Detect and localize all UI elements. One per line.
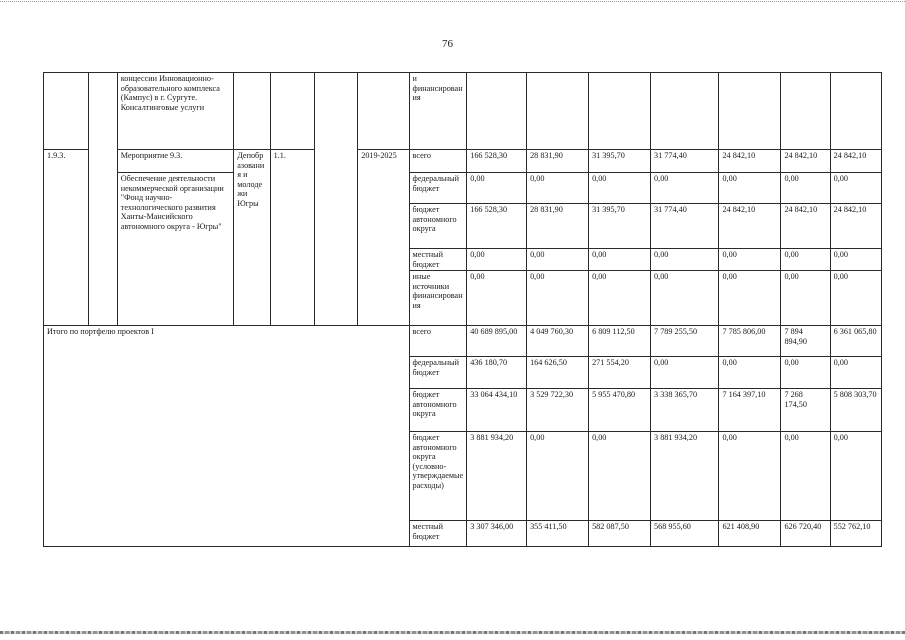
carry-goal-cell	[270, 73, 315, 150]
value-cell: 4 049 760,30	[527, 326, 589, 357]
value-cell: 0,00	[830, 271, 881, 326]
value-cell: 166 528,30	[467, 204, 527, 249]
value-cell: 0,00	[719, 173, 781, 204]
value-cell: 582 087,50	[589, 521, 651, 547]
value-cell: 0,00	[781, 432, 830, 521]
carry-source-cell: и финансирования	[409, 73, 467, 150]
value-cell: 24 842,10	[830, 150, 881, 173]
carry-value-cell	[651, 73, 719, 150]
value-cell: 0,00	[781, 271, 830, 326]
scan-top-edge	[0, 1, 905, 2]
value-cell: 24 842,10	[719, 204, 781, 249]
value-cell: 31 395,70	[589, 150, 651, 173]
value-cell: 0,00	[467, 249, 527, 271]
carry-period-cell	[358, 73, 409, 150]
source-cell: бюджет автономного округа (условно-утверждаемые расходы)	[409, 432, 467, 521]
value-cell: 0,00	[527, 271, 589, 326]
value-cell: 5 955 470,80	[589, 389, 651, 432]
value-cell: 7 785 806,00	[719, 326, 781, 357]
value-cell: 0,00	[527, 249, 589, 271]
activity-row	[44, 173, 882, 204]
value-cell: 164 626,50	[527, 357, 589, 389]
source-cell: федеральный бюджет	[409, 173, 467, 204]
activity-period: 2019-2025	[358, 150, 409, 326]
value-cell: 0,00	[781, 357, 830, 389]
total-label: Итого по портфелю проектов I	[44, 326, 410, 547]
value-cell: 7 164 397,10	[719, 389, 781, 432]
carry-blank-cell	[88, 73, 117, 326]
carry-value-cell	[467, 73, 527, 150]
value-cell: 24 842,10	[781, 150, 830, 173]
value-cell: 24 842,10	[719, 150, 781, 173]
value-cell: 271 554,20	[589, 357, 651, 389]
value-cell: 0,00	[719, 357, 781, 389]
value-cell: 6 361 065,80	[830, 326, 881, 357]
activity-description: Обеспечение деятельности некоммерческой организации "Фонд научно-технологического развития Ханты-Мансийского автономного округа - Югры"	[117, 173, 234, 326]
value-cell: 0,00	[830, 249, 881, 271]
source-cell: местный бюджет	[409, 249, 467, 271]
value-cell: 552 762,10	[830, 521, 881, 547]
carry-executor-cell	[234, 73, 270, 150]
funding-table	[43, 72, 882, 547]
value-cell: 626 720,40	[781, 521, 830, 547]
value-cell: 436 180,70	[467, 357, 527, 389]
carry-value-cell	[781, 73, 830, 150]
value-cell: 7 789 255,50	[651, 326, 719, 357]
activity-title: Мероприятие 9.3.	[117, 150, 234, 173]
value-cell: 0,00	[527, 173, 589, 204]
value-cell: 0,00	[719, 271, 781, 326]
value-cell: 24 842,10	[830, 204, 881, 249]
value-cell: 0,00	[651, 249, 719, 271]
value-cell: 0,00	[589, 173, 651, 204]
value-cell: 355 411,50	[527, 521, 589, 547]
value-cell: 0,00	[467, 271, 527, 326]
value-cell: 40 689 895,00	[467, 326, 527, 357]
value-cell: 0,00	[830, 432, 881, 521]
value-cell: 28 831,90	[527, 150, 589, 173]
value-cell: 24 842,10	[781, 204, 830, 249]
value-cell: 6 809 112,50	[589, 326, 651, 357]
carry-over-row	[44, 73, 882, 150]
value-cell: 7 268 174,50	[781, 389, 830, 432]
source-cell: федеральный бюджет	[409, 357, 467, 389]
carry-value-cell	[719, 73, 781, 150]
value-cell: 31 774,40	[651, 150, 719, 173]
source-cell: иные источники финансирования	[409, 271, 467, 326]
carry-blank-cell-2	[315, 73, 358, 326]
activity-executor: Депобразования и молодежи Югры	[234, 150, 270, 326]
carry-name-cell: концессии Инновационно-образовательного комплекса (Кампус) в г. Сургуте. Консалтинговые услуги	[117, 73, 234, 150]
carry-value-cell	[527, 73, 589, 150]
activity-row	[44, 150, 882, 173]
source-cell: местный бюджет	[409, 521, 467, 547]
value-cell: 0,00	[719, 249, 781, 271]
value-cell: 5 808 303,70	[830, 389, 881, 432]
total-row	[44, 326, 882, 357]
value-cell: 3 881 934,20	[467, 432, 527, 521]
value-cell: 0,00	[830, 173, 881, 204]
value-cell: 568 955,60	[651, 521, 719, 547]
source-cell: бюджет автономного округа	[409, 204, 467, 249]
carry-value-cell	[589, 73, 651, 150]
value-cell: 3 529 722,30	[527, 389, 589, 432]
value-cell: 0,00	[589, 432, 651, 521]
value-cell: 7 894 894,90	[781, 326, 830, 357]
carry-value-cell	[830, 73, 881, 150]
value-cell: 166 528,30	[467, 150, 527, 173]
value-cell: 0,00	[467, 173, 527, 204]
value-cell: 0,00	[830, 357, 881, 389]
scan-bottom-edge	[0, 631, 905, 634]
value-cell: 33 064 434,10	[467, 389, 527, 432]
value-cell: 0,00	[651, 357, 719, 389]
value-cell: 0,00	[719, 432, 781, 521]
value-cell: 3 881 934,20	[651, 432, 719, 521]
value-cell: 31 395,70	[589, 204, 651, 249]
value-cell: 0,00	[527, 432, 589, 521]
value-cell: 28 831,90	[527, 204, 589, 249]
value-cell: 3 307 346,00	[467, 521, 527, 547]
value-cell: 0,00	[589, 249, 651, 271]
value-cell: 0,00	[589, 271, 651, 326]
source-cell: всего	[409, 326, 467, 357]
source-cell: всего	[409, 150, 467, 173]
value-cell: 31 774,40	[651, 204, 719, 249]
activity-code: 1.9.3.	[44, 150, 89, 326]
value-cell: 0,00	[781, 173, 830, 204]
activity-goal: 1.1.	[270, 150, 315, 326]
carry-code-cell	[44, 73, 89, 150]
source-cell: бюджет автономного округа	[409, 389, 467, 432]
page-number: 76	[442, 38, 453, 50]
value-cell: 0,00	[651, 173, 719, 204]
value-cell: 0,00	[781, 249, 830, 271]
value-cell: 0,00	[651, 271, 719, 326]
value-cell: 621 408,90	[719, 521, 781, 547]
value-cell: 3 338 365,70	[651, 389, 719, 432]
